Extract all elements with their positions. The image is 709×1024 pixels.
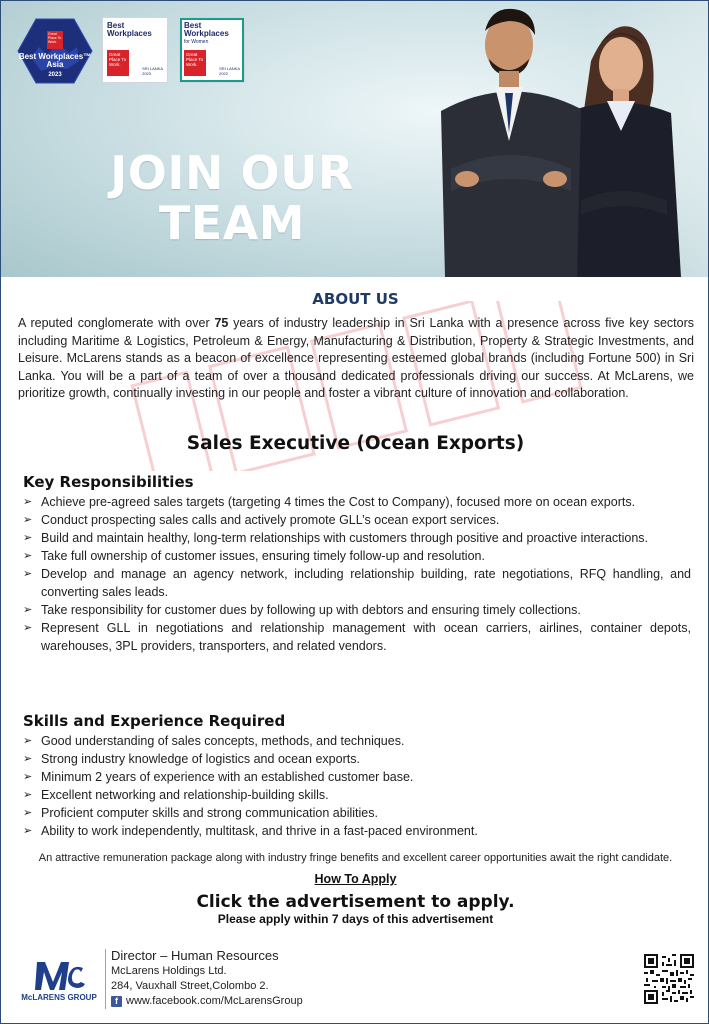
apply-deadline-note: Please apply within 7 days of this advertisement <box>217 912 494 926</box>
badge-asia-year: 2023 <box>48 72 62 78</box>
list-item-text: Proficient computer skills and strong communication abilities. <box>41 806 378 820</box>
years-count: 75 <box>214 316 229 330</box>
list-item <box>23 750 691 768</box>
list-item <box>23 804 691 822</box>
job-title: Sales Executive (Ocean Exports) <box>186 433 525 454</box>
click-to-apply-link[interactable]: Click the advertisement to apply. <box>196 892 515 912</box>
arrow-bullet-icon: ➢ <box>23 825 33 837</box>
list-item-text: Good understanding of sales concepts, methods, and techniques. <box>41 734 405 748</box>
list-item <box>23 547 691 565</box>
footer-divider <box>105 949 106 1009</box>
about-us-paragraph <box>18 315 694 403</box>
heading-line-2: TEAM <box>158 196 306 250</box>
business-people-photo <box>431 1 691 277</box>
best-workplaces-asia-badge <box>17 17 93 85</box>
arrow-bullet-icon: ➢ <box>23 568 33 580</box>
best-workplaces-sri-lanka-badge <box>102 17 168 83</box>
list-item-text: Take responsibility for customer dues by following up with debtors and ensuring timely collections. <box>41 603 581 617</box>
footer-contact <box>111 947 303 1009</box>
list-item <box>23 565 691 601</box>
list-item-text: Take full ownership of customer issues, ensuring timely follow-up and resolution. <box>41 549 485 563</box>
about-text-end: years of industry leadership in Sri Lanka with a presence across five key sectors including Maritime & Logistics, Petroleum & Energy, Manufacturing & Distribution, Property & Strategic Investments, and Leisure. McLarens stands as a beacon of excellence representing esteemed global brands (including Fortune 500) in Sri Lanka. You will be a part of a team of over a thousand dedicated professionals driving our success. At McLarens, we prioritize growth, continually investing in our people and foster a vibrant culture of innovation and collaboration. <box>18 316 694 400</box>
list-item <box>23 601 691 619</box>
arrow-bullet-icon: ➢ <box>23 771 33 783</box>
great-place-to-work-tag: Great Place To Work. <box>184 50 206 76</box>
remuneration-note: An attractive remuneration package along with industry fringe benefits and excellent career opportunities await the right candidate. <box>38 852 673 864</box>
facebook-icon: f <box>111 996 122 1007</box>
list-item-text: Achieve pre-agreed sales targets (targeting 4 times the Cost to Company), focused more on ocean exports. <box>41 495 636 509</box>
arrow-bullet-icon: ➢ <box>23 532 33 544</box>
facebook-link-row[interactable] <box>111 994 303 1009</box>
arrow-bullet-icon: ➢ <box>23 789 33 801</box>
badge-year: 2022 <box>219 71 228 76</box>
responsibilities-list <box>23 493 691 655</box>
list-item <box>23 493 691 511</box>
about-us-heading: ABOUT US <box>312 290 399 308</box>
list-item <box>23 511 691 529</box>
heading-line-1: JOIN OUR <box>110 146 354 200</box>
hero-banner <box>1 1 708 277</box>
qr-code-icon[interactable] <box>644 954 694 1004</box>
great-place-to-work-tag: Great Place To Work. <box>47 31 63 49</box>
badge-asia-title: Best Workplaces™ Asia <box>18 52 92 69</box>
company-address: 284, Vauxhall Street,Colombo 2. <box>111 980 269 992</box>
badge-year: 2023 <box>142 71 151 76</box>
list-item-text: Minimum 2 years of experience with an established customer base. <box>41 770 414 784</box>
list-item <box>23 786 691 804</box>
list-item-text: Build and maintain healthy, long-term relationships with customers through positive and proactive interactions. <box>41 531 649 545</box>
great-place-to-work-tag: Great Place To Work. <box>107 50 129 76</box>
about-text-start: A reputed conglomerate with over <box>18 316 215 330</box>
join-our-team-heading <box>101 148 363 248</box>
list-item <box>23 768 691 786</box>
skills-experience-heading: Skills and Experience Required <box>23 712 286 730</box>
mclarens-group-logo-text: McLARENS GROUP <box>21 993 97 1002</box>
list-item <box>23 529 691 547</box>
key-responsibilities-heading: Key Responsibilities <box>23 473 194 491</box>
skills-list <box>23 732 691 840</box>
badge-subtitle: for Women <box>184 39 209 45</box>
how-to-apply-link[interactable]: How To Apply <box>314 872 397 886</box>
director-title: Director – Human Resources <box>111 948 279 963</box>
list-item <box>23 732 691 750</box>
best-workplaces-for-women-badge <box>179 17 245 83</box>
list-item <box>23 822 691 840</box>
list-item-text: Develop and manage an agency network, including relationship building, rate negotiations, RFQ handling, and converting sales leads. <box>41 567 691 599</box>
arrow-bullet-icon: ➢ <box>23 550 33 562</box>
arrow-bullet-icon: ➢ <box>23 496 33 508</box>
badge-title: Best Workplaces <box>107 21 152 38</box>
arrow-bullet-icon: ➢ <box>23 807 33 819</box>
badge-title: Best Workplaces <box>184 21 229 38</box>
list-item-text: Excellent networking and relationship-building skills. <box>41 788 329 802</box>
arrow-bullet-icon: ➢ <box>23 735 33 747</box>
list-item-text: Conduct prospecting sales calls and actively promote GLL’s ocean export services. <box>41 513 500 527</box>
badge-country: SRI LANKA <box>219 66 240 71</box>
facebook-url[interactable]: www.facebook.com/McLarensGroup <box>126 995 303 1007</box>
company-name: McLarens Holdings Ltd. <box>111 965 227 977</box>
arrow-bullet-icon: ➢ <box>23 514 33 526</box>
list-item-text: Strong industry knowledge of logistics and ocean exports. <box>41 752 360 766</box>
list-item-text: Represent GLL in negotiations and relationship management with ocean carriers, airlines, container depots, warehouses, 3PL providers, transporters, and related vendors. <box>41 621 691 653</box>
badge-country: SRI LANKA <box>142 66 163 71</box>
arrow-bullet-icon: ➢ <box>23 753 33 765</box>
list-item-text: Ability to work independently, multitask, and thrive in a fast-paced environment. <box>41 824 478 838</box>
list-item <box>23 619 691 655</box>
arrow-bullet-icon: ➢ <box>23 604 33 616</box>
arrow-bullet-icon: ➢ <box>23 622 33 634</box>
